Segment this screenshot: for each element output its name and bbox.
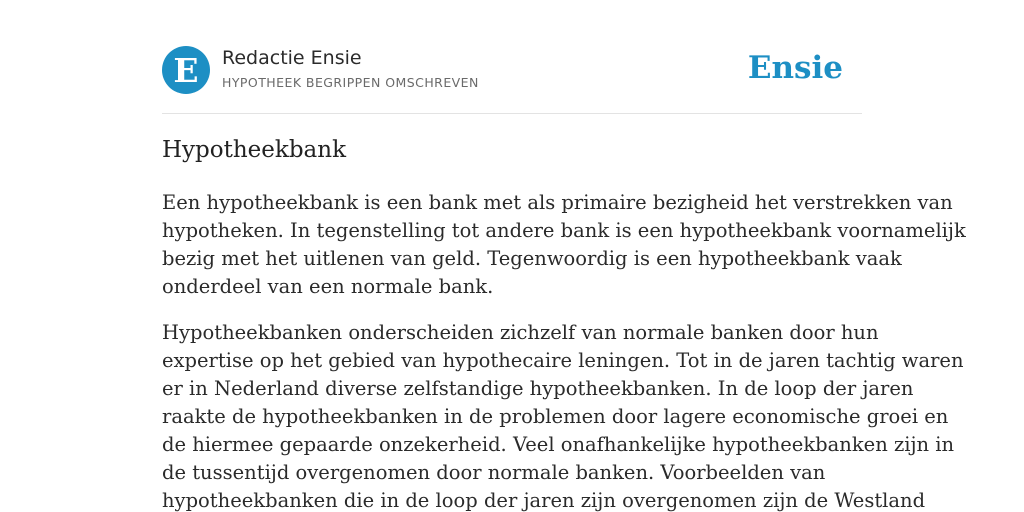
text-line: onderdeel van een normale bank. xyxy=(162,275,494,298)
paragraph-2 xyxy=(162,319,964,512)
text-line: er in Nederland diverse zelfstandige hypotheekbanken. In de loop der jaren xyxy=(162,377,914,400)
text-line: bezig met het uitlenen van geld. Tegenwoordig is een hypotheekbank vaak xyxy=(162,247,902,270)
text-line: hypotheken. In tegenstelling tot andere bank is een hypotheekbank voornamelijk xyxy=(162,219,966,242)
paragraph-1 xyxy=(162,189,966,301)
text-line: Hypotheekbanken onderscheiden zichzelf van normale banken door hun xyxy=(162,321,879,344)
text-line: raakte de hypotheekbanken in de problemen door lagere economische groei en xyxy=(162,405,949,428)
article-title: Hypotheekbank xyxy=(162,137,347,163)
article-header xyxy=(162,46,862,96)
text-line: hypotheekbanken die in de loop der jaren zijn overgenomen zijn de Westland xyxy=(162,489,926,512)
text-line: expertise op het gebied van hypothecaire leningen. Tot in de jaren tachtig waren xyxy=(162,349,964,372)
brand-logo[interactable]: Ensie xyxy=(747,50,843,86)
text-line: de tussentijd overgenomen door normale banken. Voorbeelden van xyxy=(162,461,826,484)
text-line: de hiermee gepaarde onzekerheid. Veel onafhankelijke hypotheekbanken zijn in xyxy=(162,433,955,456)
article-body xyxy=(162,189,966,512)
header-divider xyxy=(162,113,862,114)
author-avatar[interactable] xyxy=(162,46,210,94)
category-label[interactable]: HYPOTHEEK BEGRIPPEN OMSCHREVEN xyxy=(222,75,479,90)
avatar-letter: E xyxy=(173,51,199,90)
text-line: Een hypotheekbank is een bank met als primaire bezigheid het verstrekken van xyxy=(162,191,953,214)
author-name[interactable]: Redactie Ensie xyxy=(222,47,362,69)
